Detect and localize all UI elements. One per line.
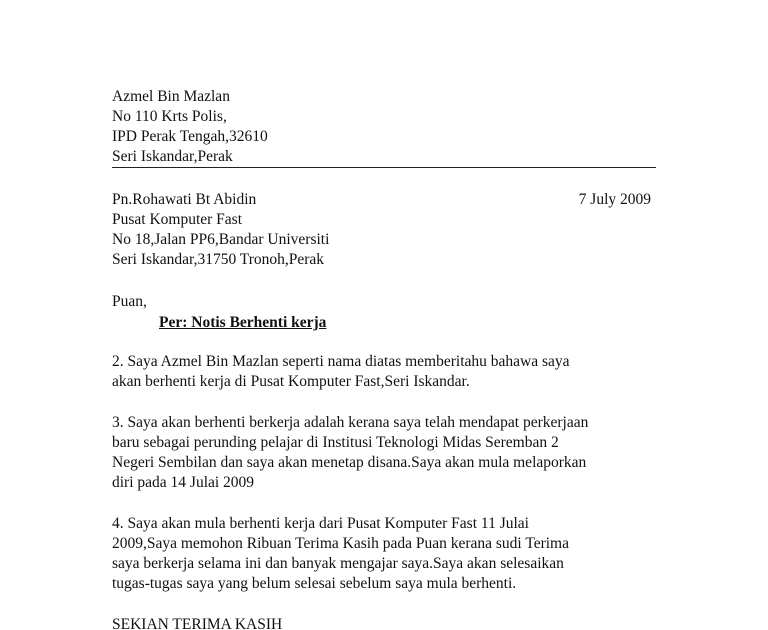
letter-date: 7 July 2009 — [578, 191, 651, 208]
recipient-name: Pn.Rohawati Bt Abidin — [112, 191, 257, 208]
paragraph-4-line: 4. Saya akan mula berhenti kerja dari Pusat Komputer Fast 11 Julai — [112, 515, 529, 532]
paragraph-4-line: 2009,Saya memohon Ribuan Terima Kasih pada Puan kerana sudi Terima — [112, 535, 569, 552]
paragraph-2-line: 2. Saya Azmel Bin Mazlan seperti nama diatas memberitahu bahawa saya — [112, 353, 570, 370]
sender-address-line2: IPD Perak Tengah,32610 — [112, 128, 268, 145]
recipient-address-line2: Seri Iskandar,31750 Tronoh,Perak — [112, 251, 325, 268]
paragraph-3-line: baru sebagai perunding pelajar di Institusi Teknologi Midas Seremban 2 — [112, 434, 559, 451]
paragraph-3-line: Negeri Sembilan dan saya akan menetap disana.Saya akan mula melaporkan — [112, 454, 587, 471]
paragraph-2-line: akan berhenti kerja di Pusat Komputer Fast,Seri Iskandar. — [112, 373, 470, 390]
sender-address-line3: Seri Iskandar,Perak — [112, 148, 233, 165]
recipient-address-line1: No 18,Jalan PP6,Bandar Universiti — [112, 231, 330, 248]
paragraph-4-line: saya berkerja selama ini dan banyak mengajar saya.Saya akan selesaikan — [112, 555, 564, 572]
salutation: Puan, — [112, 293, 147, 310]
paragraph-3-line: 3. Saya akan berhenti berkerja adalah kerana saya telah mendapat perkerjaan — [112, 414, 589, 431]
header-divider — [112, 167, 656, 168]
sender-name: Azmel Bin Mazlan — [112, 88, 230, 105]
subject-line: Per: Notis Berhenti kerja — [159, 314, 327, 331]
sender-address-line1: No 110 Krts Polis, — [112, 108, 227, 125]
paragraph-4-line: tugas-tugas saya yang belum selesai sebelum saya mula berhenti. — [112, 575, 517, 592]
recipient-company: Pusat Komputer Fast — [112, 211, 243, 228]
paragraph-3-line: diri pada 14 Julai 2009 — [112, 474, 255, 491]
closing-line: SEKIAN TERIMA KASIH — [112, 616, 283, 630]
